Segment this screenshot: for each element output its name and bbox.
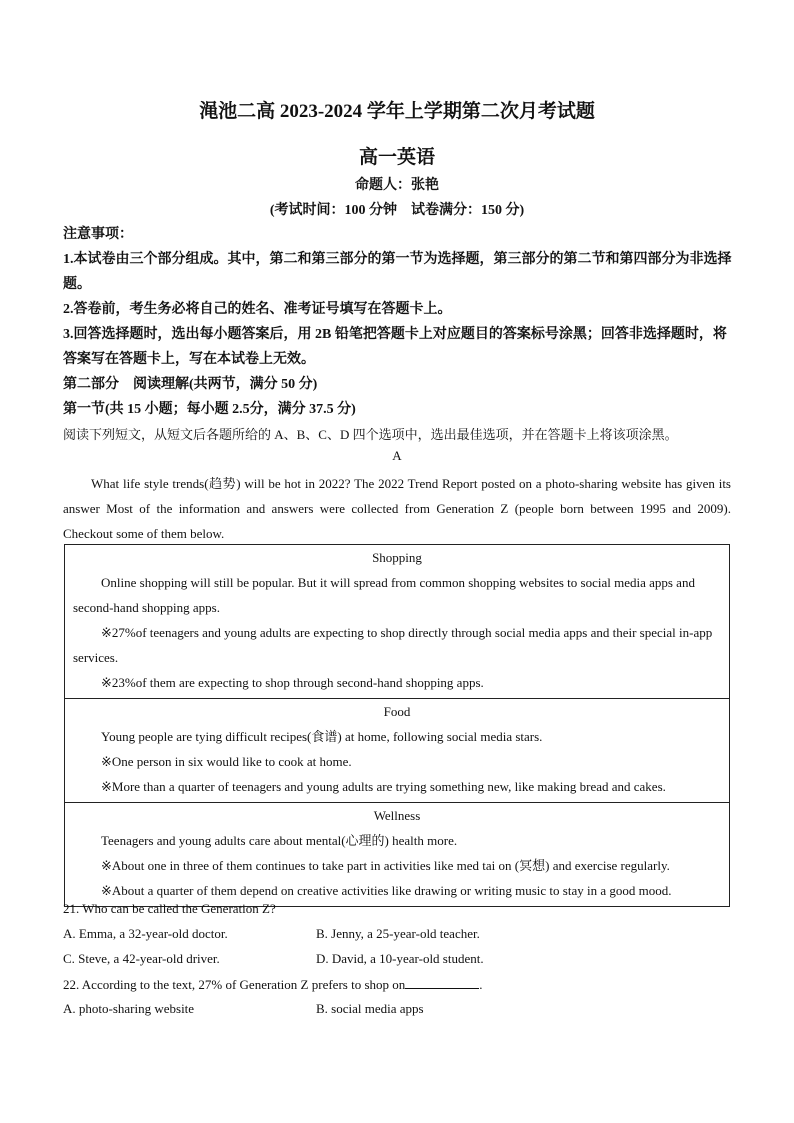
question-21-option-c: C. Steve, a 42-year-old driver. xyxy=(63,951,220,966)
table-section-food xyxy=(65,698,729,802)
table-line: Teenagers and young adults care about mental(心理的) health more. xyxy=(101,833,458,848)
trend-table xyxy=(64,544,730,907)
question-21-option-b: B. Jenny, a 25-year-old teacher. xyxy=(316,926,480,941)
table-line: Online shopping will still be popular. But it will spread from common shopping websites to social media apps and second-hand shopping apps. xyxy=(73,575,695,615)
question-22-option-b: B. social media apps xyxy=(316,1001,424,1016)
passage-letter: A xyxy=(392,448,402,463)
notes-block xyxy=(63,222,733,372)
notes-heading: 注意事项： xyxy=(63,227,133,242)
question-22-text: 22. According to the text, 27% of Generation Z prefers to shop on xyxy=(63,977,406,992)
exam-title: 渑池二高 2023-2024 学年上学期第二次月考试题 xyxy=(199,101,595,122)
table-section-heading: Wellness xyxy=(373,808,421,823)
question-21-option-d: D. David, a 10-year-old student. xyxy=(316,951,484,966)
table-line: ※About one in three of them continues to take part in activities like med tai on (冥想) and exercise regularly. xyxy=(101,858,670,873)
table-section-shopping xyxy=(65,545,729,698)
note-item-1: 1.本试卷由三个部分组成。其中，第二和第三部分的第一节为选择题，第三部分的第二节和第四部分为非选择题。 xyxy=(63,252,732,292)
answer-blank xyxy=(405,976,479,989)
question-21-option-a: A. Emma, a 32-year-old doctor. xyxy=(63,926,228,941)
table-section-wellness xyxy=(65,802,729,906)
table-line: ※About a quarter of them depend on creative activities like drawing or writing music to stay in a good mood. xyxy=(101,883,672,898)
exam-subtitle: 高一英语 xyxy=(358,147,435,168)
table-line: ※One person in six would like to cook at home. xyxy=(101,754,352,769)
question-22-stem xyxy=(63,976,483,993)
table-line: ※27%of teenagers and young adults are expecting to shop directly through social media apps and their special in-app services. xyxy=(73,625,713,665)
table-section-heading: Shopping xyxy=(372,550,422,565)
exam-author: 命题人：张艳 xyxy=(355,178,439,193)
question-21-stem: 21. Who can be called the Generation Z? xyxy=(63,901,276,916)
table-line: ※23%of them are expecting to shop through second-hand shopping apps. xyxy=(101,675,484,690)
passage-intro: What life style trends(趋势) will be hot in 2022? The 2022 Trend Report posted on a photo-sharing website has given its answer Most of the information and answers were collected from Generation Z (people born between 1995 and 2009). Checkout some of them below. xyxy=(63,476,731,541)
note-item-3: 3.回答选择题时，选出每小题答案后，用 2B 铅笔把答题卡上对应题目的答案标号涂黑；回答非选择题时，将答案写在答题卡上，写在本试卷上无效。 xyxy=(63,327,727,367)
note-item-2: 2.答卷前，考生务必将自己的姓名、准考证号填写在答题卡上。 xyxy=(63,302,452,317)
exam-time-info: (考试时间：100 分钟 试卷满分：150 分) xyxy=(269,203,525,218)
instructions: 阅读下列短文，从短文后各题所给的 A、B、C、D 四个选项中，选出最佳选项，并在答题卡上将该项涂黑。 xyxy=(63,427,678,442)
table-section-heading: Food xyxy=(383,704,411,719)
table-line: Young people are tying difficult recipes(食谱) at home, following social media stars. xyxy=(101,729,543,744)
question-22-option-a: A. photo-sharing website xyxy=(63,1001,195,1016)
section-heading: 第一节(共 15 小题；每小题 2.5分，满分 37.5 分) xyxy=(63,402,356,417)
table-line: ※More than a quarter of teenagers and young adults are trying something new, like making bread and cakes. xyxy=(101,779,666,794)
part-heading: 第二部分 阅读理解(共两节，满分 50 分) xyxy=(63,377,318,392)
question-22-period: . xyxy=(479,977,483,992)
